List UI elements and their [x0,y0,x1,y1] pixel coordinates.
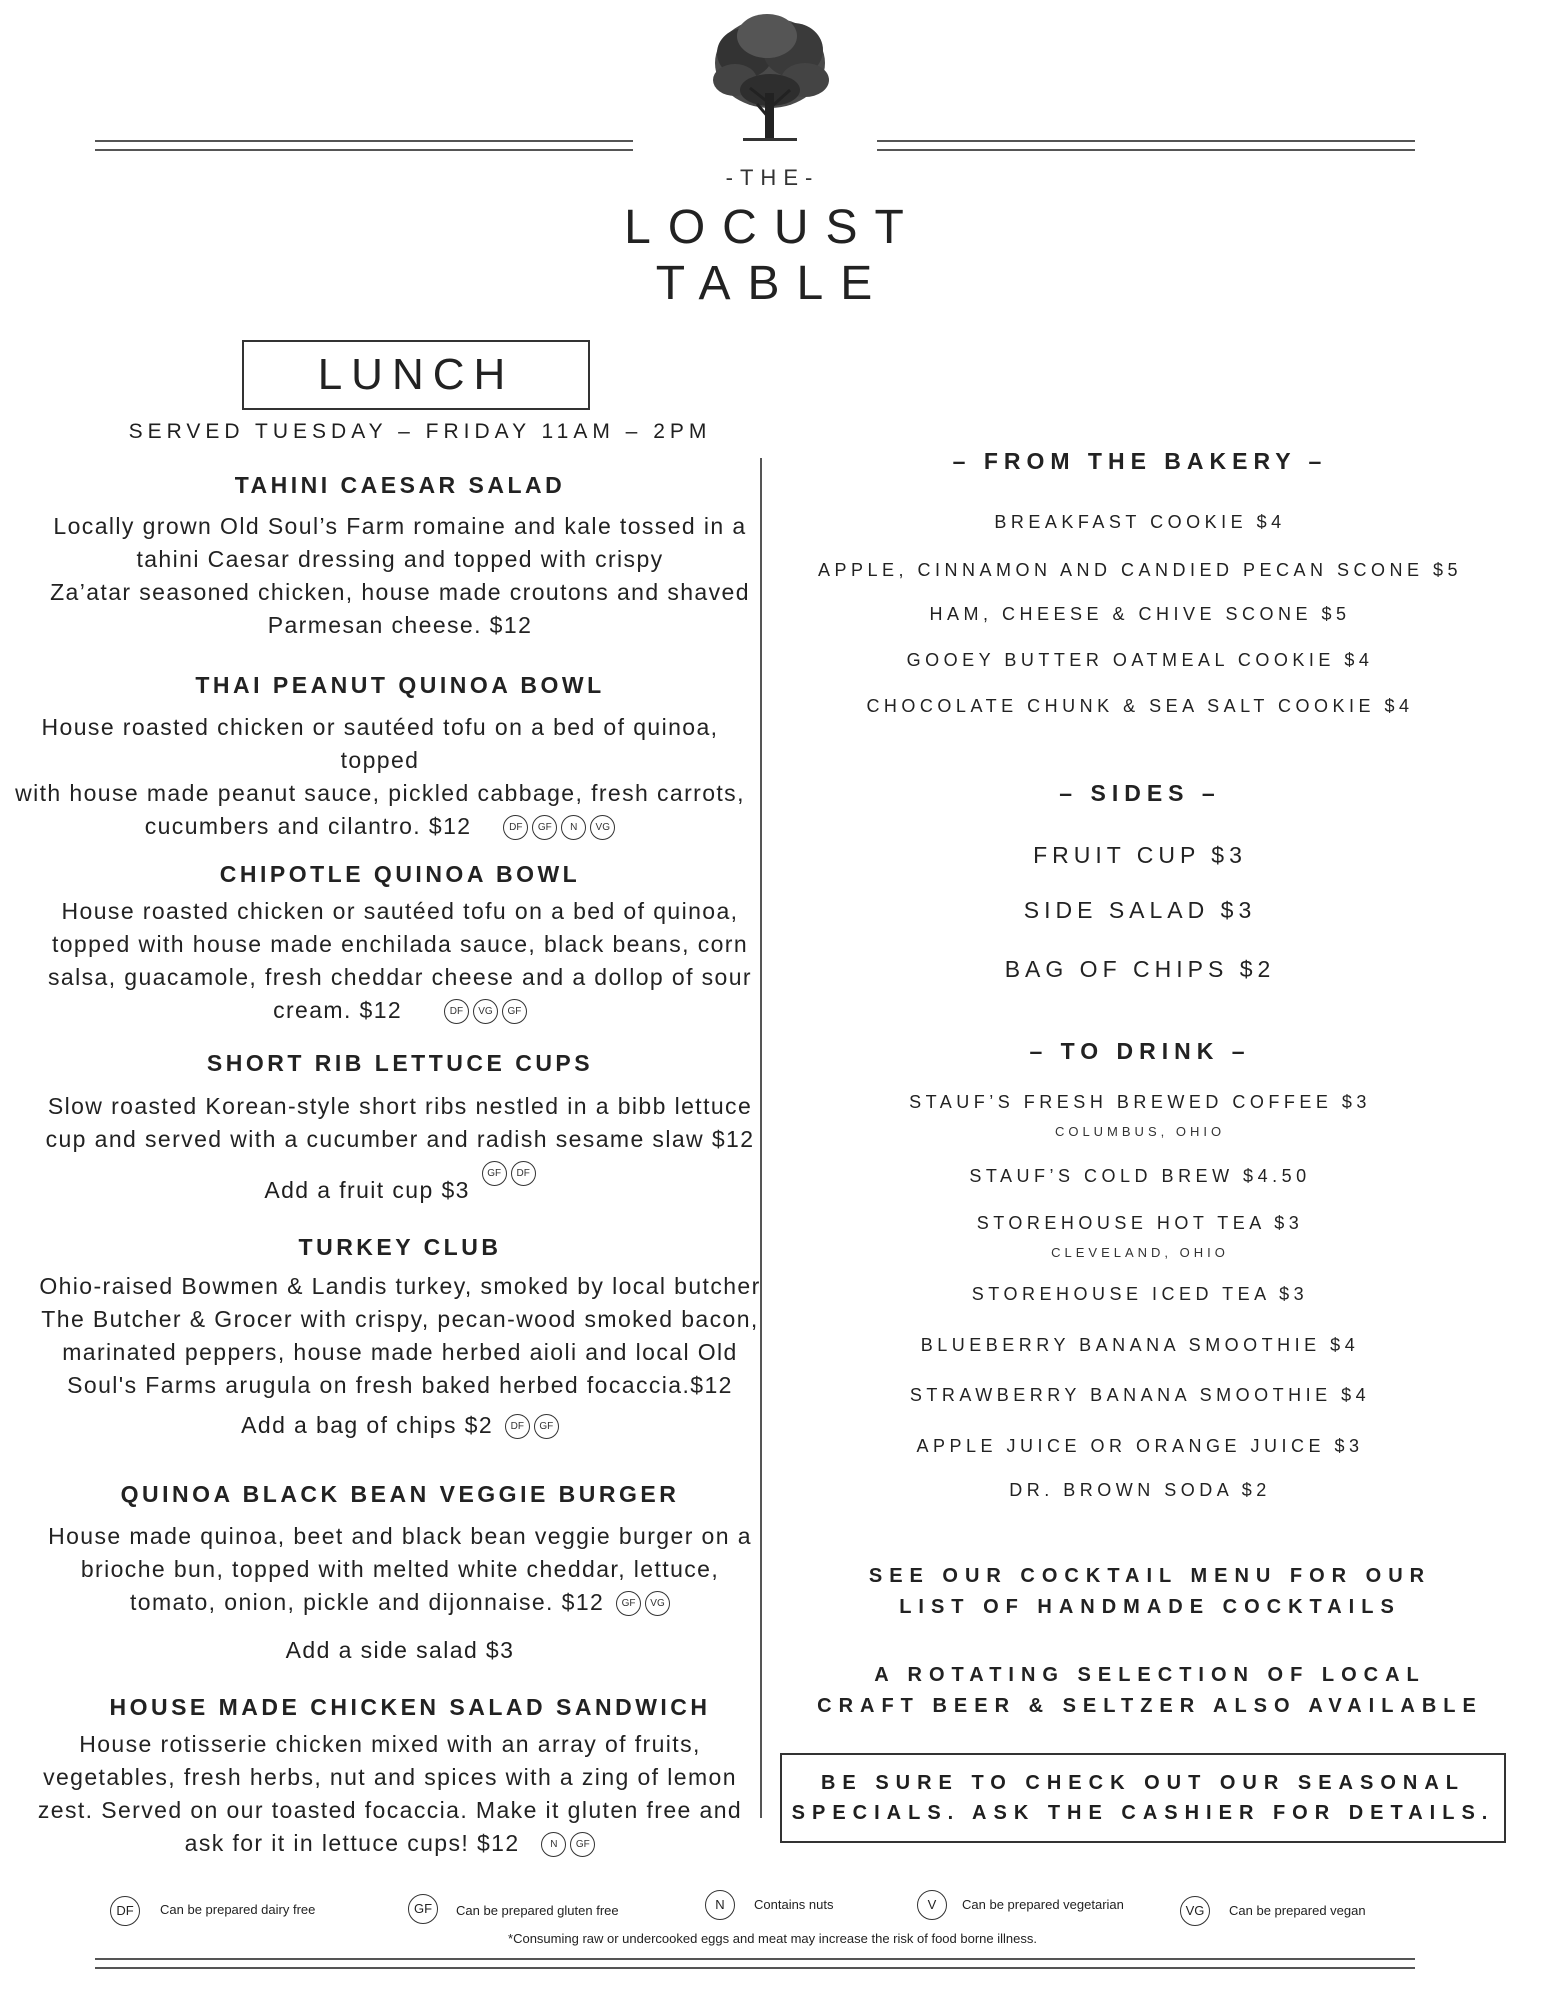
drink-item: DR. BROWN SODA $2 [1009,1480,1271,1500]
vegetarian-icon: V [917,1890,947,1920]
drink-item: STAUF’S FRESH BREWED COFFEE $3 [909,1092,1371,1112]
item-desc-turkey-club: Ohio-raised Bowmen & Landis turkey, smoked by local butcher The Butcher & Grocer with crispy, pecan-wood smoked bacon, marinated peppers, house made herbed aioli and local Old Soul's Farms arugula on fresh baked herbed focaccia.$12 [39,1273,761,1398]
bakery-item: HAM, CHEESE & CHIVE SCONE $5 [929,604,1351,624]
brand-name-line2: TABLE [655,257,890,310]
dairy-free-badge-icon: DF [505,1414,530,1439]
drink-item: STAUF’S COLD BREW $4.50 [969,1166,1311,1186]
legend-label: Can be prepared vegetarian [962,1897,1124,1912]
vegan-icon: VG [1180,1896,1210,1926]
gluten-free-badge-icon: GF [502,999,527,1024]
item-desc-chicken-salad: House rotisserie chicken mixed with an array of fruits, vegetables, fresh herbs, nut and spices with a zing of lemon zest. Served on our toasted focaccia. Make it gluten free and ask for it in lettuce cups! $12 N GF [37,1731,743,1856]
gluten-free-badge-icon: GF [616,1591,641,1616]
drink-item: STOREHOUSE ICED TEA $3 [971,1284,1309,1304]
beer-note: A ROTATING SELECTION OF LOCAL CRAFT BEER & SELTZER ALSO AVAILABLE [817,1664,1483,1717]
gluten-free-badge-icon: GF [482,1161,507,1186]
bakery-heading: – FROM THE BAKERY – [952,448,1328,474]
nuts-badge-icon: N [561,815,586,840]
side-item: FRUIT CUP $3 [1033,842,1247,868]
item-title-short-rib: SHORT RIB LETTUCE CUPS [206,1050,594,1076]
drink-origin: COLUMBUS, OHIO [1054,1124,1226,1139]
vegan-badge-icon: VG [590,815,615,840]
item-title-thai-peanut: THAI PEANUT QUINOA BOWL [195,672,605,698]
item-desc-thai-peanut: House roasted chicken or sautéed tofu on a bed of quinoa, topped with house made peanut sauce, pickled cabbage, fresh carrots, cucumbers and cilantro. $12 DF GF N VG [15,714,745,839]
seasonal-specials-box: BE SURE TO CHECK OUT OUR SEASONAL SPECIALS. ASK THE CASHIER FOR DETAILS. [780,1753,1506,1843]
bakery-item: CHOCOLATE CHUNK & SEA SALT COOKIE $4 [866,696,1414,716]
drink-origin: CLEVELAND, OHIO [1051,1245,1229,1260]
item-desc-short-rib: Slow roasted Korean-style short ribs nestled in a bibb lettuce cup and served with a cucumber and radish sesame slaw $12 [45,1093,755,1152]
side-item: BAG OF CHIPS $2 [1004,956,1276,982]
item-desc-tahini-caesar: Locally grown Old Soul’s Farm romaine and kale tossed in a tahini Caesar dressing and topped with crispy Za’atar seasoned chicken, house made croutons and shaved Parmesan cheese. $12 [50,513,750,638]
cocktail-note: SEE OUR COCKTAIL MENU FOR OUR LIST OF HANDMADE COCKTAILS [868,1565,1432,1618]
item-desc-chipotle: House roasted chicken or sautéed tofu on a bed of quinoa, topped with house made enchilada sauce, black beans, corn salsa, guacamole, fresh cheddar cheese and a dollop of sour cream. $12 DF VG GF [48,898,752,1023]
gluten-free-badge-icon: GF [534,1414,559,1439]
legend-label: Can be prepared gluten free [456,1903,619,1918]
tree-icon [705,8,835,146]
legend-label: Contains nuts [754,1897,834,1912]
drink-item: STOREHOUSE HOT TEA $3 [976,1213,1304,1233]
dairy-free-icon: DF [110,1896,140,1926]
gluten-free-icon: GF [408,1894,438,1924]
bakery-item: GOOEY BUTTER OATMEAL COOKIE $4 [906,650,1374,670]
addon-bag-of-chips: Add a bag of chips $2 DF GF [10,1412,790,1439]
item-title-tahini-caesar: TAHINI CAESAR SALAD [234,472,566,498]
addon-side-salad: Add a side salad $3 [285,1637,515,1663]
dairy-free-badge-icon: DF [444,999,469,1024]
vegan-badge-icon: VG [473,999,498,1024]
gluten-free-badge-icon: GF [570,1832,595,1857]
vegan-badge-icon: VG [645,1591,670,1616]
food-safety-disclaimer: *Consuming raw or undercooked eggs and meat may increase the risk of food borne illness. [508,1931,1037,1946]
brand-name-line1: LOCUST [624,201,921,254]
drink-item: BLUEBERRY BANANA SMOOTHIE $4 [920,1335,1360,1355]
bakery-item: BREAKFAST COOKIE $4 [994,512,1286,532]
item-desc-veggie-burger: House made quinoa, beet and black bean veggie burger on a brioche bun, topped with melted white cheddar, lettuce, tomato, onion, pickle and dijonnaise. $12 GF VG [48,1523,752,1615]
nuts-icon: N [705,1890,735,1920]
item-title-turkey-club: TURKEY CLUB [298,1234,502,1260]
drink-item: STRAWBERRY BANANA SMOOTHIE $4 [909,1385,1371,1405]
lunch-heading: LUNCH [242,340,590,410]
drinks-heading: – TO DRINK – [1029,1038,1251,1064]
addon-fruit-cup: Add a fruit cup $3 GF DF [10,1177,790,1204]
item-title-chicken-salad: HOUSE MADE CHICKEN SALAD SANDWICH [109,1694,711,1720]
legend-label: Can be prepared vegan [1229,1903,1366,1918]
gluten-free-badge-icon: GF [532,815,557,840]
side-item: SIDE SALAD $3 [1023,897,1257,923]
nuts-badge-icon: N [541,1832,566,1857]
item-title-veggie-burger: QUINOA BLACK BEAN VEGGIE BURGER [120,1481,680,1507]
dairy-free-badge-icon: DF [511,1161,536,1186]
bakery-item: APPLE, CINNAMON AND CANDIED PECAN SCONE $5 [817,560,1463,580]
drink-item: APPLE JUICE OR ORANGE JUICE $3 [916,1436,1364,1456]
sides-heading: – SIDES – [1059,780,1221,806]
lunch-hours: SERVED TUESDAY – FRIDAY 11AM – 2PM [128,420,712,443]
legend-label: Can be prepared dairy free [160,1902,316,1917]
brand-prefix: -THE- [725,165,820,190]
item-title-chipotle: CHIPOTLE QUINOA BOWL [219,861,581,887]
dairy-free-badge-icon: DF [503,815,528,840]
